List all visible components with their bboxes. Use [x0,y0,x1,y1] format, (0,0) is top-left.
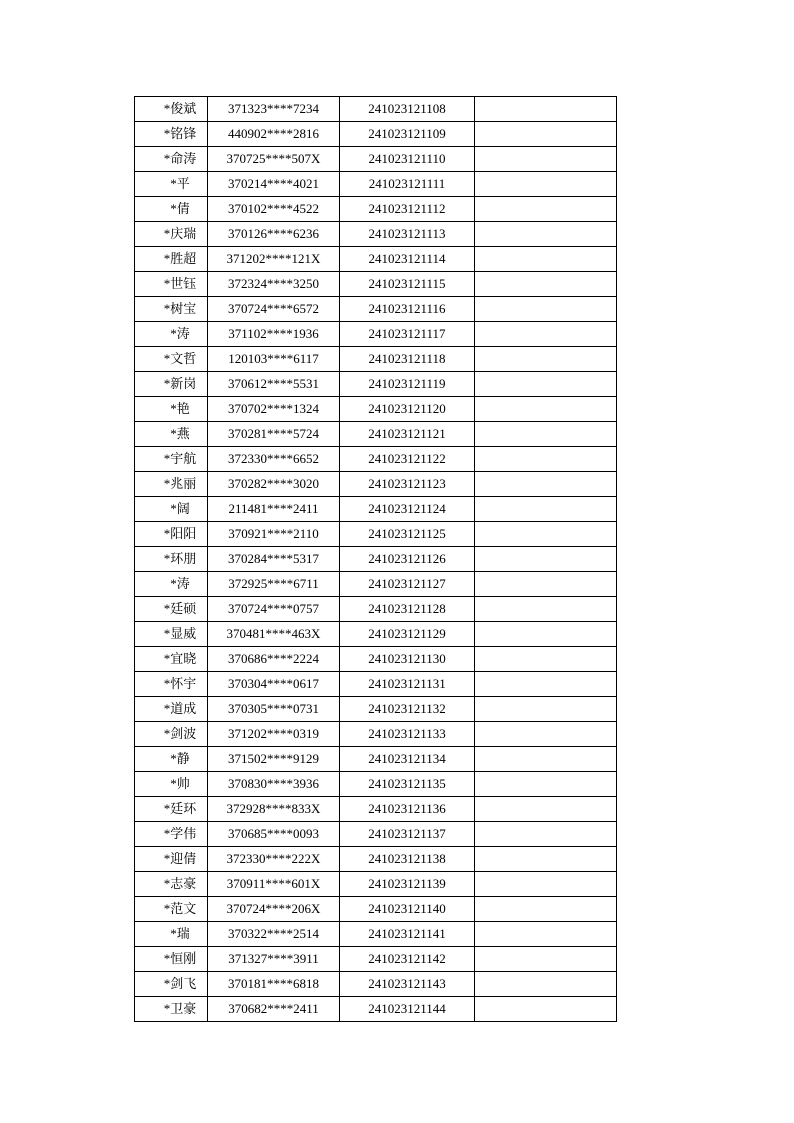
table-row [135,372,617,397]
exam-number-cell: 241023121128 [340,597,475,622]
note-cell [475,447,617,472]
note-cell [475,497,617,522]
id-number-cell: 211481****2411 [208,497,340,522]
exam-number-cell: 241023121124 [340,497,475,522]
exam-number-cell: 241023121136 [340,797,475,822]
id-number-cell: 371502****9129 [208,747,340,772]
candidate-name-cell: *廷硕 [135,597,208,622]
id-number-cell: 370686****2224 [208,647,340,672]
note-cell [475,897,617,922]
table-row [135,147,617,172]
id-number-cell: 371327****3911 [208,947,340,972]
note-cell [475,572,617,597]
exam-number-cell: 241023121133 [340,722,475,747]
exam-number-cell: 241023121122 [340,447,475,472]
table-row [135,922,617,947]
table-row [135,747,617,772]
candidate-name-cell: *新岗 [135,372,208,397]
table-row [135,497,617,522]
candidate-name-cell: *迎倩 [135,847,208,872]
exam-number-cell: 241023121130 [340,647,475,672]
candidate-name-cell: *环朋 [135,547,208,572]
note-cell [475,372,617,397]
id-number-cell: 371202****0319 [208,722,340,747]
exam-number-cell: 241023121108 [340,97,475,122]
id-number-cell: 370181****6818 [208,972,340,997]
candidate-name-cell: *平 [135,172,208,197]
note-cell [475,697,617,722]
exam-number-cell: 241023121144 [340,997,475,1022]
candidate-name-cell: *庆瑞 [135,222,208,247]
exam-number-cell: 241023121135 [340,772,475,797]
note-cell [475,772,617,797]
table-row [135,972,617,997]
table-row [135,597,617,622]
table-row [135,122,617,147]
exam-number-cell: 241023121127 [340,572,475,597]
table-row [135,622,617,647]
candidate-name-cell: *道成 [135,697,208,722]
candidate-name-cell: *瑞 [135,922,208,947]
table-row [135,97,617,122]
exam-number-cell: 241023121118 [340,347,475,372]
note-cell [475,297,617,322]
candidate-name-cell: *廷环 [135,797,208,822]
table-row [135,697,617,722]
table-row [135,522,617,547]
note-cell [475,197,617,222]
id-number-cell: 370724****206X [208,897,340,922]
candidate-name-cell: *文哲 [135,347,208,372]
note-cell [475,547,617,572]
id-number-cell: 370724****6572 [208,297,340,322]
candidate-name-cell: *怀宇 [135,672,208,697]
note-cell [475,222,617,247]
note-cell [475,797,617,822]
note-cell [475,722,617,747]
candidate-name-cell: *学伟 [135,822,208,847]
candidate-name-cell: *艳 [135,397,208,422]
candidate-name-cell: *志豪 [135,872,208,897]
candidate-name-cell: *命涛 [135,147,208,172]
exam-number-cell: 241023121132 [340,697,475,722]
exam-number-cell: 241023121137 [340,822,475,847]
note-cell [475,972,617,997]
exam-number-cell: 241023121139 [340,872,475,897]
exam-number-cell: 241023121115 [340,272,475,297]
id-number-cell: 370612****5531 [208,372,340,397]
table-row [135,347,617,372]
note-cell [475,147,617,172]
candidate-name-cell: *显威 [135,622,208,647]
candidate-table [134,96,617,1022]
table-row [135,222,617,247]
candidate-name-cell: *涛 [135,572,208,597]
note-cell [475,122,617,147]
candidate-name-cell: *帅 [135,772,208,797]
id-number-cell: 371323****7234 [208,97,340,122]
table-row [135,672,617,697]
exam-number-cell: 241023121140 [340,897,475,922]
exam-number-cell: 241023121110 [340,147,475,172]
table-row [135,822,617,847]
id-number-cell: 370214****4021 [208,172,340,197]
id-number-cell: 370682****2411 [208,997,340,1022]
id-number-cell: 370281****5724 [208,422,340,447]
exam-number-cell: 241023121112 [340,197,475,222]
table-row [135,947,617,972]
id-number-cell: 370724****0757 [208,597,340,622]
candidate-name-cell: *宜晓 [135,647,208,672]
table-row [135,722,617,747]
exam-number-cell: 241023121123 [340,472,475,497]
note-cell [475,272,617,297]
table-row [135,397,617,422]
note-cell [475,747,617,772]
candidate-name-cell: *树宝 [135,297,208,322]
candidate-name-cell: *铭锋 [135,122,208,147]
note-cell [475,997,617,1022]
id-number-cell: 120103****6117 [208,347,340,372]
id-number-cell: 372330****222X [208,847,340,872]
exam-number-cell: 241023121111 [340,172,475,197]
note-cell [475,422,617,447]
candidate-name-cell: *燕 [135,422,208,447]
exam-number-cell: 241023121125 [340,522,475,547]
exam-number-cell: 241023121109 [340,122,475,147]
note-cell [475,947,617,972]
exam-number-cell: 241023121129 [340,622,475,647]
exam-number-cell: 241023121142 [340,947,475,972]
note-cell [475,172,617,197]
note-cell [475,847,617,872]
exam-number-cell: 241023121117 [340,322,475,347]
id-number-cell: 372928****833X [208,797,340,822]
candidate-name-cell: *恒刚 [135,947,208,972]
id-number-cell: 371202****121X [208,247,340,272]
candidate-name-cell: *阳阳 [135,522,208,547]
candidate-name-cell: *剑波 [135,722,208,747]
id-number-cell: 370481****463X [208,622,340,647]
id-number-cell: 440902****2816 [208,122,340,147]
candidate-name-cell: *范文 [135,897,208,922]
id-number-cell: 370126****6236 [208,222,340,247]
table-row [135,297,617,322]
table-row [135,547,617,572]
candidate-name-cell: *胜超 [135,247,208,272]
id-number-cell: 370304****0617 [208,672,340,697]
exam-number-cell: 241023121143 [340,972,475,997]
candidate-name-cell: *世钰 [135,272,208,297]
id-number-cell: 370830****3936 [208,772,340,797]
id-number-cell: 372324****3250 [208,272,340,297]
note-cell [475,522,617,547]
candidate-name-cell: *兆丽 [135,472,208,497]
table-row [135,197,617,222]
note-cell [475,872,617,897]
note-cell [475,397,617,422]
table-row [135,172,617,197]
id-number-cell: 370284****5317 [208,547,340,572]
table-row [135,322,617,347]
id-number-cell: 370911****601X [208,872,340,897]
note-cell [475,322,617,347]
table-row [135,247,617,272]
id-number-cell: 370725****507X [208,147,340,172]
id-number-cell: 371102****1936 [208,322,340,347]
table-row [135,572,617,597]
note-cell [475,922,617,947]
note-cell [475,647,617,672]
table-row [135,647,617,672]
exam-number-cell: 241023121113 [340,222,475,247]
table-row [135,797,617,822]
id-number-cell: 370921****2110 [208,522,340,547]
table-row [135,872,617,897]
candidate-name-cell: *静 [135,747,208,772]
candidate-name-cell: *宇航 [135,447,208,472]
note-cell [475,622,617,647]
exam-number-cell: 241023121126 [340,547,475,572]
note-cell [475,472,617,497]
note-cell [475,672,617,697]
exam-number-cell: 241023121141 [340,922,475,947]
candidate-name-cell: *卫豪 [135,997,208,1022]
table-row [135,272,617,297]
exam-number-cell: 241023121134 [340,747,475,772]
note-cell [475,97,617,122]
id-number-cell: 370282****3020 [208,472,340,497]
candidate-table-body [135,97,617,1022]
id-number-cell: 370322****2514 [208,922,340,947]
id-number-cell: 372925****6711 [208,572,340,597]
table-row [135,772,617,797]
candidate-name-cell: *阔 [135,497,208,522]
id-number-cell: 370305****0731 [208,697,340,722]
candidate-name-cell: *剑飞 [135,972,208,997]
exam-number-cell: 241023121138 [340,847,475,872]
table-row [135,472,617,497]
exam-number-cell: 241023121121 [340,422,475,447]
candidate-name-cell: *俊斌 [135,97,208,122]
id-number-cell: 372330****6652 [208,447,340,472]
table-row [135,847,617,872]
id-number-cell: 370702****1324 [208,397,340,422]
note-cell [475,597,617,622]
note-cell [475,822,617,847]
exam-number-cell: 241023121116 [340,297,475,322]
exam-number-cell: 241023121120 [340,397,475,422]
table-row [135,997,617,1022]
table-row [135,422,617,447]
table-row [135,897,617,922]
exam-number-cell: 241023121131 [340,672,475,697]
id-number-cell: 370685****0093 [208,822,340,847]
candidate-name-cell: *涛 [135,322,208,347]
candidate-name-cell: *倩 [135,197,208,222]
exam-number-cell: 241023121114 [340,247,475,272]
id-number-cell: 370102****4522 [208,197,340,222]
exam-number-cell: 241023121119 [340,372,475,397]
note-cell [475,347,617,372]
table-row [135,447,617,472]
note-cell [475,247,617,272]
